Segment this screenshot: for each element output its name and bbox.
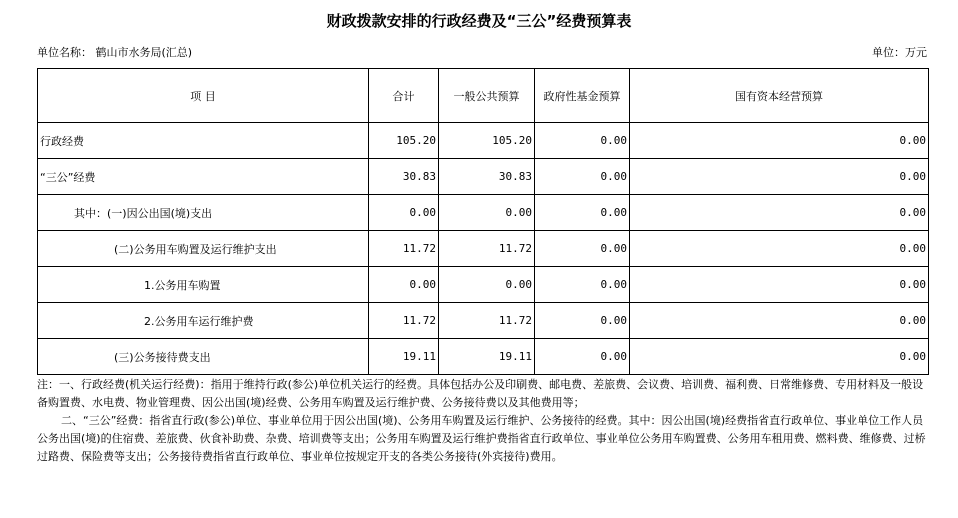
table-header-row [38,69,929,123]
header-fund-budget: 政府性基金预算 [535,69,630,123]
unit-name: 单位名称： 鹤山市水务局(汇总) [37,46,193,59]
cell-general: 0.00 [439,267,535,303]
table-row [38,303,929,339]
cell-fund: 0.00 [535,267,630,303]
row-label: (二)公务用车购置及运行维护支出 [38,231,369,267]
cell-total: 11.72 [369,303,439,339]
cell-capital: 0.00 [630,231,929,267]
cell-capital: 0.00 [630,303,929,339]
cell-fund: 0.00 [535,303,630,339]
cell-general: 11.72 [439,303,535,339]
table-row [38,159,929,195]
table-row [38,195,929,231]
row-label: 其中：(一)因公出国(境)支出 [38,195,369,231]
cell-total: 0.00 [369,195,439,231]
cell-general: 105.20 [439,123,535,159]
cell-capital: 0.00 [630,339,929,375]
header-item: 项 目 [38,69,369,123]
table-row [38,267,929,303]
cell-capital: 0.00 [630,195,929,231]
cell-fund: 0.00 [535,123,630,159]
cell-general: 0.00 [439,195,535,231]
cell-fund: 0.00 [535,231,630,267]
cell-general: 11.72 [439,231,535,267]
row-label: 行政经费 [38,123,369,159]
cell-total: 11.72 [369,231,439,267]
cell-fund: 0.00 [535,159,630,195]
row-label: 2.公务用车运行维护费 [38,303,369,339]
header-capital-budget: 国有资本经营预算 [630,69,929,123]
table-row [38,339,929,375]
cell-total: 30.83 [369,159,439,195]
table-row [38,231,929,267]
cell-general: 30.83 [439,159,535,195]
cell-capital: 0.00 [630,159,929,195]
notes [37,376,932,466]
cell-total: 105.20 [369,123,439,159]
cell-general: 19.11 [439,339,535,375]
cell-total: 0.00 [369,267,439,303]
cell-total: 19.11 [369,339,439,375]
row-label: (三)公务接待费支出 [38,339,369,375]
row-label: 1.公务用车购置 [38,267,369,303]
cell-fund: 0.00 [535,339,630,375]
cell-capital: 0.00 [630,267,929,303]
row-label: “三公”经费 [38,159,369,195]
cell-fund: 0.00 [535,195,630,231]
table-row [38,123,929,159]
budget-table [37,68,929,375]
note-1: 注：一、行政经费(机关运行经费)：指用于维持行政(参公)单位机关运行的经费。具体包括办公及印刷费、邮电费、差旅费、会议费、培训费、福利费、日常维修费、专用材料及一般设备购置费、水电费、物业管理费、因公出国(境)经费、公务用车购置及运行维护费、公务接待费以及其他费用等； [37,378,924,409]
header-general-budget: 一般公共预算 [439,69,535,123]
cell-capital: 0.00 [630,123,929,159]
page-title: 财政拨款安排的行政经费及“三公”经费预算表 [326,12,632,30]
header-total: 合计 [369,69,439,123]
note-2: 二、“三公”经费：指省直行政(参公)单位、事业单位用于因公出国(境)、公务用车购置及运行维护、公务接待的经费。其中：因公出国(境)经费指省直行政单位、事业单位工作人员公务出国(境)的住宿费、差旅费、伙食补助费、杂费、培训费等支出；公务用车购置及运行维护费指省直行政单位、事业单位公务用车购置费、公务用车租用费、燃料费、维修费、过桥过路费、保险费等支出；公务接待费指省直行政单位、事业单位按规定开支的各类公务接待(外宾接待)费用。 [37,414,926,463]
unit-measure: 单位：万元 [872,46,927,59]
